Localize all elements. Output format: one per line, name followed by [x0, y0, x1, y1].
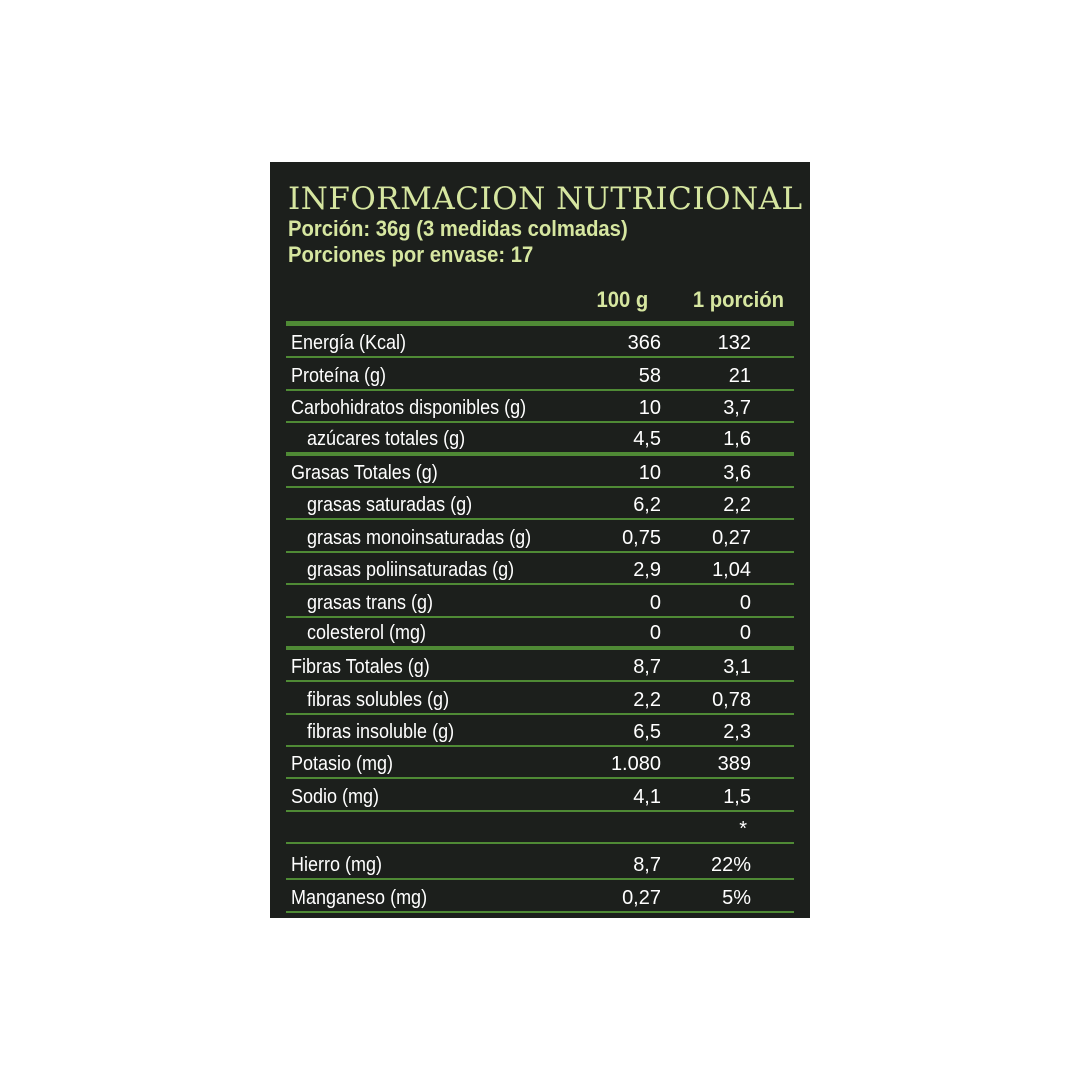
table-row: [286, 488, 794, 520]
row-value-portion: 2,3: [723, 721, 751, 744]
table-row: [286, 844, 794, 880]
row-value-100g: 366: [627, 332, 661, 355]
table-row: [286, 682, 794, 714]
row-value-100g: 2,9: [633, 559, 661, 582]
servings-text: Porciones por envase: 17: [288, 242, 534, 267]
table-row: [286, 715, 794, 747]
nutrition-label: [270, 162, 810, 918]
row-value-100g: 10: [638, 461, 661, 484]
table-row: [286, 779, 794, 811]
row-value-portion: 1,04: [712, 559, 751, 582]
row-value-100g: 0: [649, 621, 661, 644]
table-row: [286, 456, 794, 488]
row-value-portion: 21: [728, 364, 751, 387]
row-value-portion: 0: [739, 621, 751, 644]
label-title: INFORMACION NUTRICIONAL: [288, 181, 803, 217]
table-row: [286, 391, 794, 423]
row-name: azúcares totales (g): [307, 427, 466, 450]
row-name: grasas monoinsaturadas (g): [307, 526, 532, 549]
row-name: Potasio (mg): [291, 753, 394, 776]
row-value-portion: 0,78: [712, 688, 751, 711]
row-value-portion: 1,6: [723, 427, 751, 450]
table-row: [286, 585, 794, 617]
row-name: Grasas Totales (g): [291, 461, 438, 484]
table-row: [286, 423, 794, 455]
row-value-100g: 8,7: [633, 656, 661, 679]
row-value-portion: 3,6: [723, 461, 751, 484]
row-name: colesterol (mg): [307, 621, 427, 644]
table-row: [286, 326, 794, 358]
column-header-portion: 1 porción: [692, 287, 784, 312]
row-name: Carbohidratos disponibles (g): [291, 397, 527, 420]
row-value-100g: 1.080: [610, 753, 661, 776]
row-value-100g: 2,2: [633, 688, 661, 711]
row-value-100g: 0,75: [622, 526, 661, 549]
row-value-portion: 0: [739, 591, 751, 614]
row-value-100g: 10: [638, 397, 661, 420]
table-row: [286, 880, 794, 912]
row-name: grasas poliinsaturadas (g): [307, 559, 515, 582]
row-value-portion: 2,2: [723, 494, 751, 517]
row-value-portion: 5%: [722, 886, 751, 909]
asterisk-note: *: [739, 818, 747, 841]
row-value-100g: 0,27: [622, 886, 661, 909]
column-header: [286, 281, 794, 326]
row-name: grasas trans (g): [307, 591, 434, 614]
row-value-portion: 3,1: [723, 656, 751, 679]
row-value-100g: 6,2: [633, 494, 661, 517]
row-value-100g: 58: [638, 364, 661, 387]
table-row: [286, 650, 794, 682]
row-name: Hierro (mg): [291, 854, 383, 877]
row-value-portion: 22%: [710, 854, 751, 877]
row-name: grasas saturadas (g): [307, 494, 473, 517]
portion-text: Porción: 36g (3 medidas colmadas): [288, 216, 628, 241]
column-header-100g: 100 g: [596, 287, 648, 312]
table-row: [286, 812, 794, 844]
row-value-100g: 4,1: [633, 785, 661, 808]
table-row: [286, 358, 794, 390]
row-name: Energía (Kcal): [291, 332, 407, 355]
table-row: [286, 747, 794, 779]
row-value-100g: 6,5: [633, 721, 661, 744]
row-value-portion: 1,5: [723, 785, 751, 808]
row-name: fibras insoluble (g): [307, 721, 455, 744]
row-value-100g: 8,7: [633, 854, 661, 877]
row-value-portion: 3,7: [723, 397, 751, 420]
table-row: [286, 520, 794, 552]
row-name: Manganeso (mg): [291, 886, 428, 909]
table-row: [286, 553, 794, 585]
row-value-portion: 389: [717, 753, 751, 776]
row-value-100g: 4,5: [633, 427, 661, 450]
row-value-portion: 132: [717, 332, 751, 355]
row-name: Proteína (g): [291, 364, 387, 387]
row-name: Sodio (mg): [291, 785, 380, 808]
row-value-portion: 0,27: [712, 526, 751, 549]
table-row: [286, 618, 794, 650]
row-name: fibras solubles (g): [307, 688, 450, 711]
row-value-100g: 0: [649, 591, 661, 614]
row-name: Fibras Totales (g): [291, 656, 430, 679]
